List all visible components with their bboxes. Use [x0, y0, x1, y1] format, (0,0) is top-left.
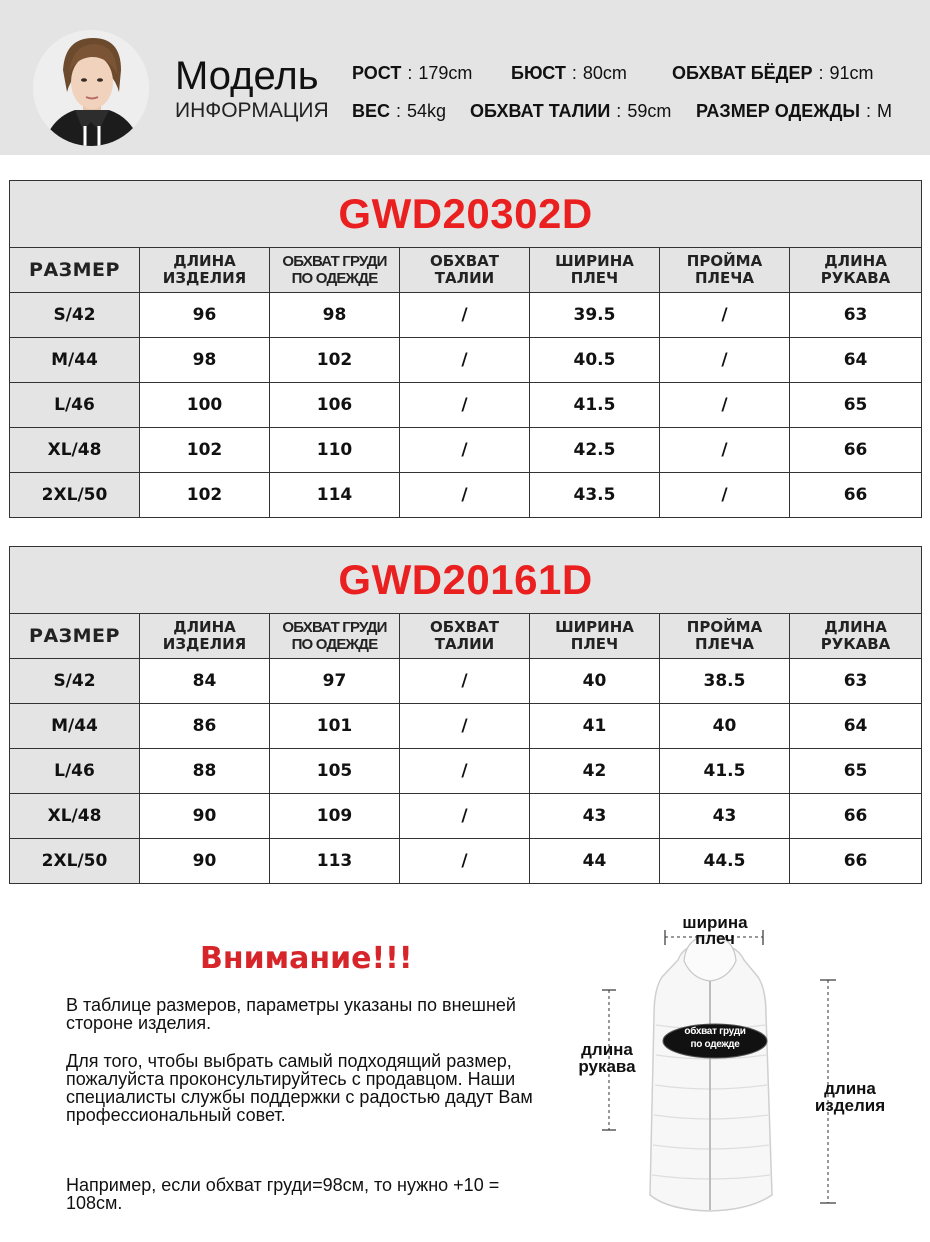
col-shoulders-header: ШИРИНА ПЛЕЧ [530, 248, 660, 293]
cell-shoulders: 44 [530, 839, 660, 884]
cell-armhole: 41.5 [660, 749, 790, 794]
cell-size: 2XL/50 [10, 839, 140, 884]
col-waist-header: ОБХВАТ ТАЛИИ [400, 248, 530, 293]
col-length-header: ДЛИНА ИЗДЕЛИЯ [140, 248, 270, 293]
cell-length: 100 [140, 383, 270, 428]
cell-chest: 102 [270, 338, 400, 383]
cell-armhole: / [660, 383, 790, 428]
cell-waist: / [400, 293, 530, 338]
notice-paragraph-3: Например, если обхват груди=98см, то нужно +10 = 108см. [66, 1175, 500, 1213]
table-row [10, 338, 922, 383]
cell-armhole: 44.5 [660, 839, 790, 884]
size-table-gwd20161d [9, 546, 922, 884]
cell-shoulders: 40 [530, 659, 660, 704]
diagram-label-chest: обхват груди по одежде [684, 1026, 746, 1050]
col-armhole-header: ПРОЙМА ПЛЕЧА [660, 248, 790, 293]
table-row [10, 383, 922, 428]
cell-shoulders: 39.5 [530, 293, 660, 338]
col-chest-header: ОБХВАТ ГРУДИ ПО ОДЕЖДЕ [270, 614, 400, 659]
cell-chest: 98 [270, 293, 400, 338]
col-armhole-header: ПРОЙМА ПЛЕЧА [660, 614, 790, 659]
cell-shoulders: 40.5 [530, 338, 660, 383]
product-code: GWD20302D [10, 181, 922, 248]
cell-size: M/44 [10, 338, 140, 383]
cell-shoulders: 43 [530, 794, 660, 839]
cell-size: L/46 [10, 383, 140, 428]
col-length-header: ДЛИНА ИЗДЕЛИЯ [140, 614, 270, 659]
cell-waist: / [400, 473, 530, 518]
cell-length: 88 [140, 749, 270, 794]
stat-clothing-size: РАЗМЕР ОДЕЖДЫ : M [696, 101, 893, 121]
cell-shoulders: 42.5 [530, 428, 660, 473]
cell-size: S/42 [10, 659, 140, 704]
diagram-label-shoulders: ширина плеч [682, 913, 748, 948]
cell-shoulders: 43.5 [530, 473, 660, 518]
stat-hips: ОБХВАТ БЁДЕР : 91cm [672, 63, 874, 83]
cell-waist: / [400, 659, 530, 704]
col-chest-header: ОБХВАТ ГРУДИ ПО ОДЕЖДЕ [270, 248, 400, 293]
cell-sleeve: 64 [790, 338, 922, 383]
cell-length: 86 [140, 704, 270, 749]
table-header-row [10, 248, 922, 293]
table-row [10, 839, 922, 884]
cell-sleeve: 66 [790, 473, 922, 518]
cell-length: 90 [140, 794, 270, 839]
cell-armhole: / [660, 338, 790, 383]
col-sleeve-header: ДЛИНА РУКАВА [790, 248, 922, 293]
table-row [10, 293, 922, 338]
cell-chest: 105 [270, 749, 400, 794]
cell-sleeve: 63 [790, 659, 922, 704]
cell-length: 102 [140, 473, 270, 518]
cell-length: 90 [140, 839, 270, 884]
cell-waist: / [400, 338, 530, 383]
cell-waist: / [400, 704, 530, 749]
diagram-label-length: длина изделия [814, 1079, 886, 1115]
cell-waist: / [400, 749, 530, 794]
col-waist-header: ОБХВАТ ТАЛИИ [400, 614, 530, 659]
cell-armhole: / [660, 293, 790, 338]
cell-length: 98 [140, 338, 270, 383]
cell-sleeve: 65 [790, 383, 922, 428]
cell-waist: / [400, 383, 530, 428]
cell-length: 96 [140, 293, 270, 338]
col-size-header: РАЗМЕР [10, 614, 140, 659]
table-row [10, 473, 922, 518]
cell-sleeve: 66 [790, 794, 922, 839]
cell-waist: / [400, 839, 530, 884]
cell-chest: 109 [270, 794, 400, 839]
cell-shoulders: 41.5 [530, 383, 660, 428]
cell-armhole: / [660, 473, 790, 518]
model-info-band [0, 0, 930, 155]
cell-size: S/42 [10, 293, 140, 338]
cell-armhole: 40 [660, 704, 790, 749]
cell-chest: 101 [270, 704, 400, 749]
table-row [10, 659, 922, 704]
cell-length: 84 [140, 659, 270, 704]
cell-chest: 110 [270, 428, 400, 473]
stat-height: РОСТ : 179cm [352, 63, 473, 83]
cell-size: 2XL/50 [10, 473, 140, 518]
col-size-header: РАЗМЕР [10, 248, 140, 293]
diagram-label-sleeve: длина рукава [578, 1040, 636, 1076]
size-table-gwd20302d [9, 180, 922, 518]
table-row [10, 794, 922, 839]
cell-chest: 113 [270, 839, 400, 884]
notice-paragraph-1: В таблице размеров, параметры указаны по внешней стороне изделия. [66, 995, 516, 1033]
col-shoulders-header: ШИРИНА ПЛЕЧ [530, 614, 660, 659]
model-title: Модель [175, 54, 319, 98]
cell-armhole: 43 [660, 794, 790, 839]
cell-length: 102 [140, 428, 270, 473]
cell-armhole: / [660, 428, 790, 473]
measurement-diagram [560, 905, 930, 1235]
cell-sleeve: 65 [790, 749, 922, 794]
col-sleeve-header: ДЛИНА РУКАВА [790, 614, 922, 659]
cell-chest: 106 [270, 383, 400, 428]
stat-waist: ОБХВАТ ТАЛИИ : 59cm [470, 101, 672, 121]
cell-chest: 97 [270, 659, 400, 704]
notice-title: Внимание!!! [200, 941, 413, 976]
cell-sleeve: 66 [790, 428, 922, 473]
table-header-row [10, 614, 922, 659]
cell-size: L/46 [10, 749, 140, 794]
cell-sleeve: 63 [790, 293, 922, 338]
model-avatar [33, 30, 149, 146]
table-row [10, 704, 922, 749]
cell-size: XL/48 [10, 794, 140, 839]
cell-shoulders: 42 [530, 749, 660, 794]
cell-shoulders: 41 [530, 704, 660, 749]
cell-armhole: 38.5 [660, 659, 790, 704]
cell-size: XL/48 [10, 428, 140, 473]
stat-bust: БЮСТ : 80cm [511, 63, 627, 83]
cell-sleeve: 66 [790, 839, 922, 884]
table-row [10, 428, 922, 473]
table-row [10, 749, 922, 794]
cell-waist: / [400, 428, 530, 473]
product-code: GWD20161D [10, 547, 922, 614]
notice-paragraph-2: Для того, чтобы выбрать самый подходящий размер, пожалуйста проконсультируйтесь с продавцом. Наши специалисты службы поддержки с радостью дадут Вам профессиональный совет. [66, 1051, 533, 1125]
cell-chest: 114 [270, 473, 400, 518]
stat-weight: ВЕС : 54kg [352, 101, 447, 121]
cell-sleeve: 64 [790, 704, 922, 749]
cell-size: M/44 [10, 704, 140, 749]
model-subtitle: ИНФОРМАЦИЯ [175, 99, 329, 122]
cell-waist: / [400, 794, 530, 839]
